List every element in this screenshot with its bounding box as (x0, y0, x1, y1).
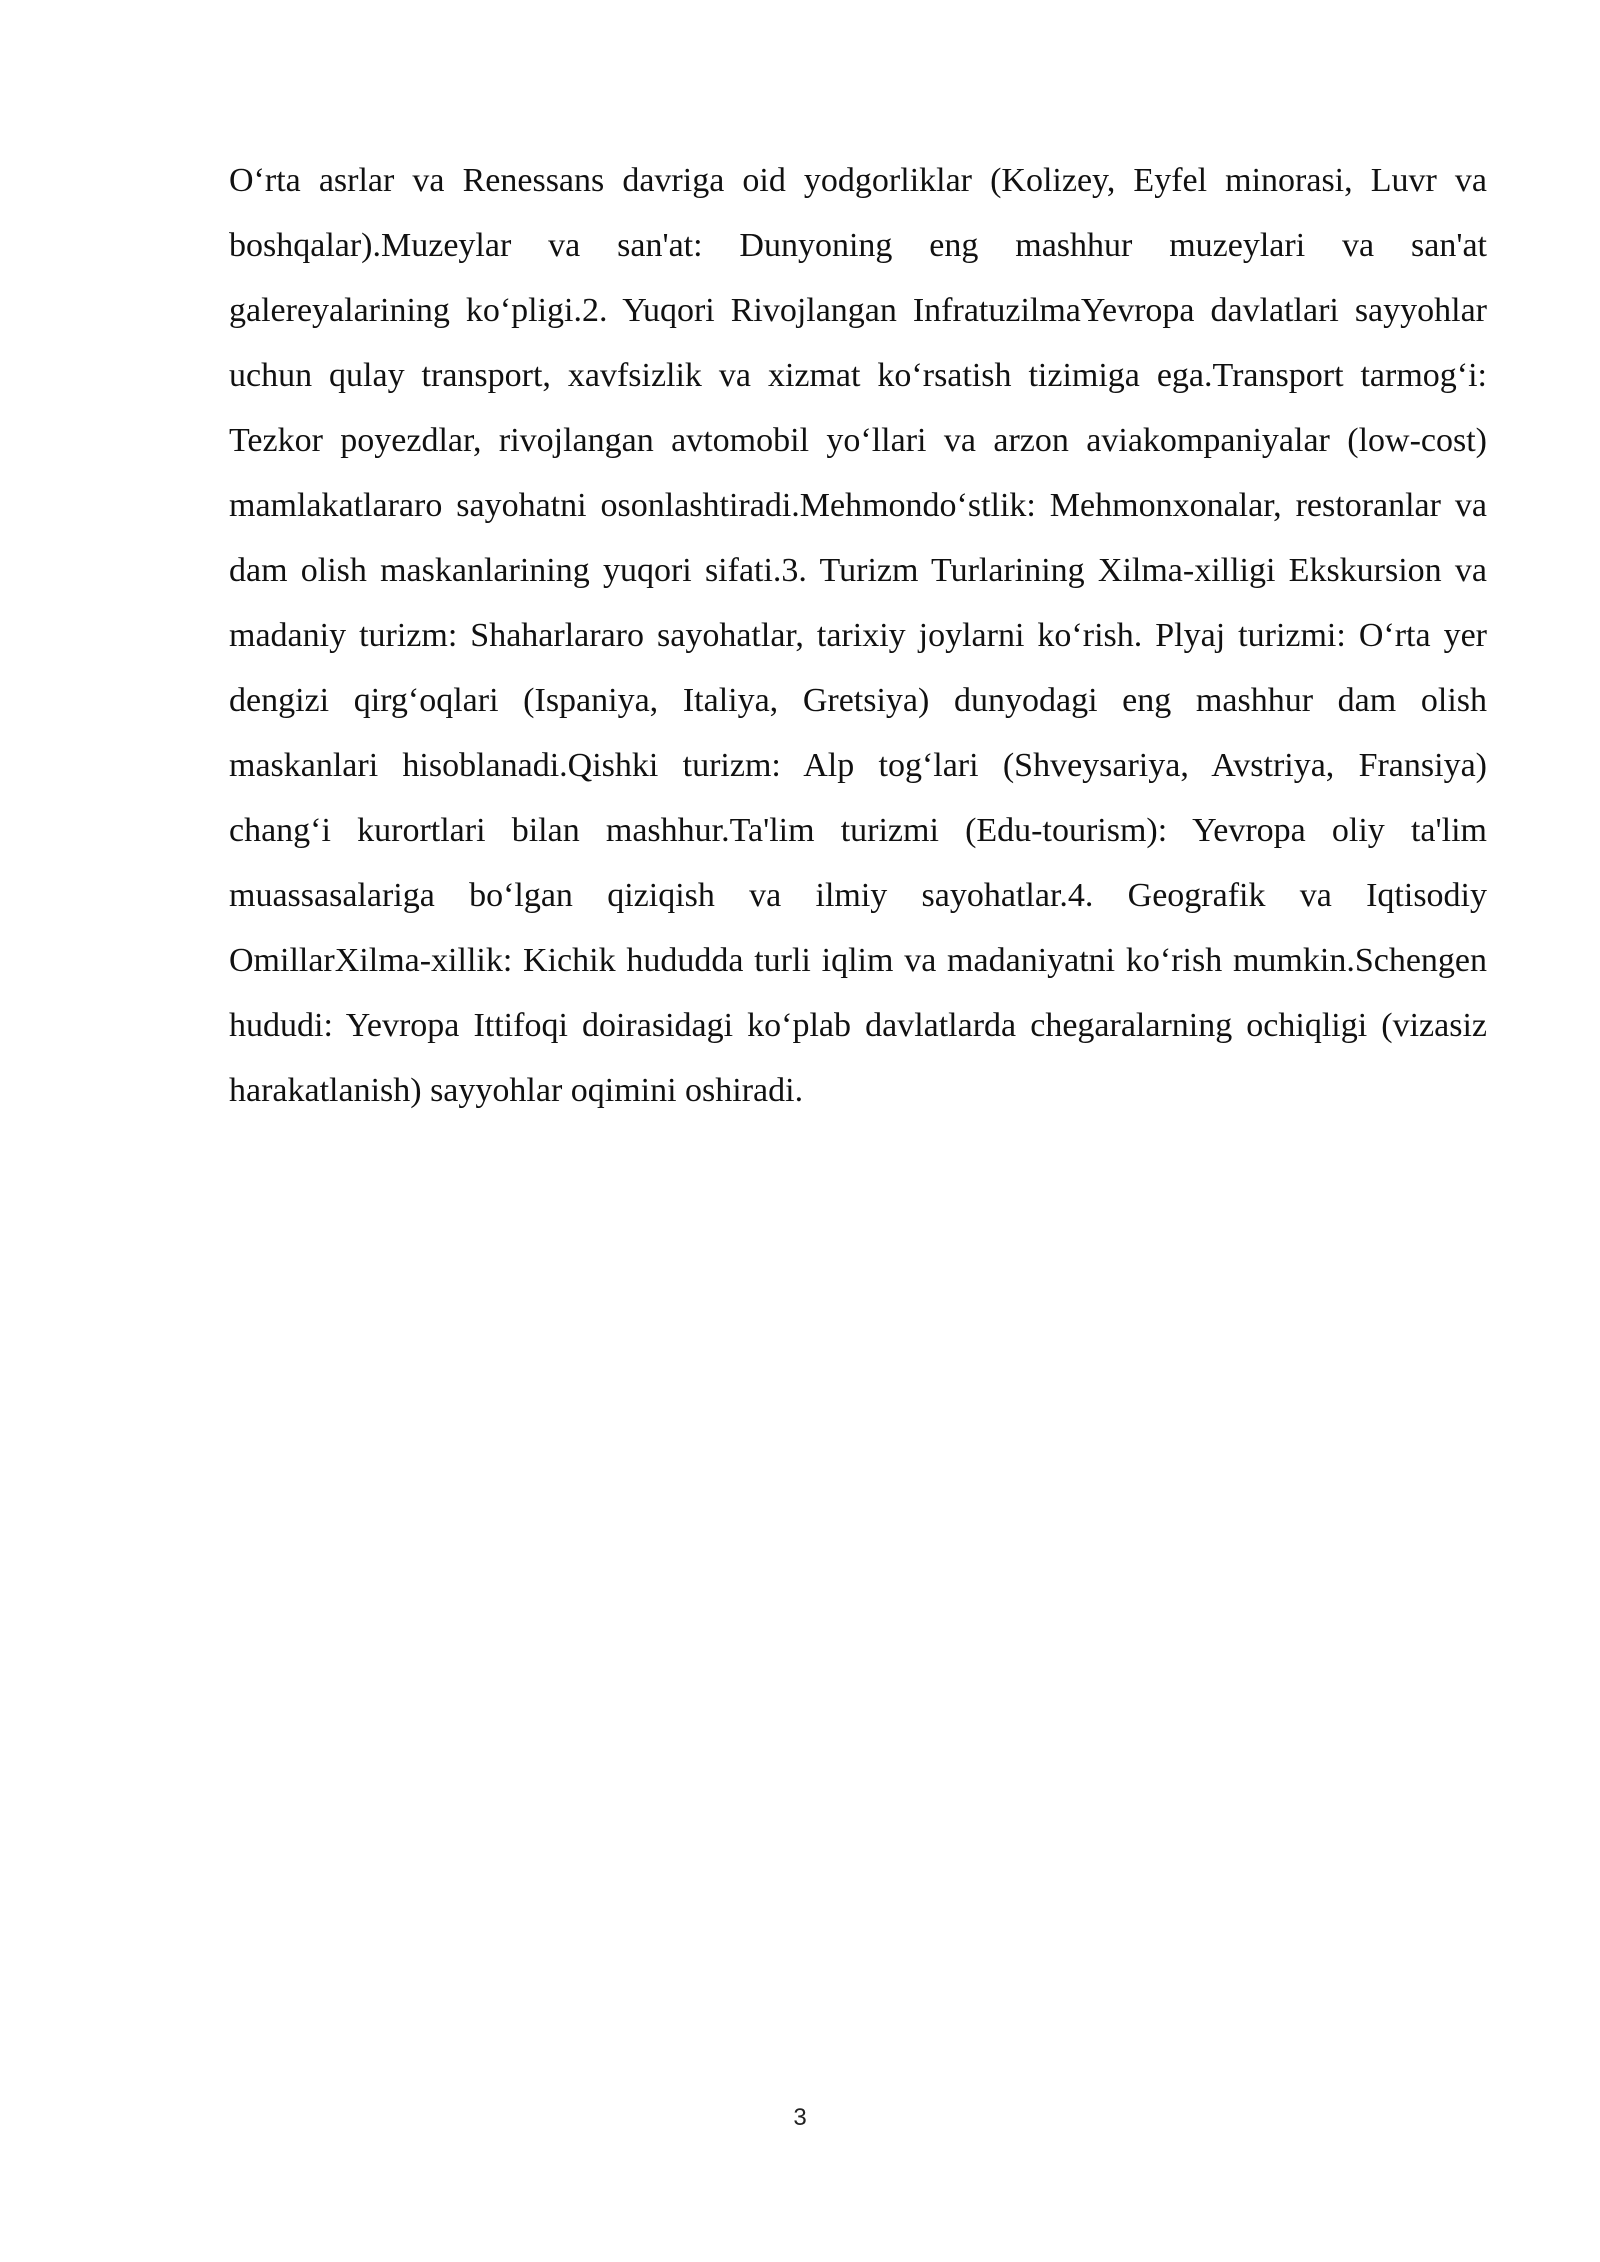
page-number: 3 (793, 2104, 807, 2131)
body-paragraph: O‘rta asrlar va Renessans davriga oid yodgorliklar (Kolizey, Eyfel minorasi, Luvr va boshqalar).Muzeylar va san'at: Dunyoning eng mashhur muzeylari va san'at galereyalarining ko‘pligi.2. Yuqori Rivojlangan InfratuzilmaYevropa davlatlari sayyohlar uchun qulay transport, xavfsizlik va xizmat ko‘rsatish tizimiga ega.Transport tarmog‘i: Tezkor poyezdlar, rivojlangan avtomobil yo‘llari va arzon aviakompaniyalar (low-cost) mamlakatlararo sayohatni osonlashtiradi.Mehmondo‘stlik: Mehmonxonalar, restoranlar va dam olish maskanlarining yuqori sifati.3. Turizm Turlarining Xilma-xilligi Ekskursion va madaniy turizm: Shaharlararo sayohatlar, tarixiy joylarni ko‘rish. Plyaj turizmi: O‘rta yer dengizi qirg‘oqlari (Ispaniya, Italiya, Gretsiya) dunyodagi eng mashhur dam olish maskanlari hisoblanadi.Qishki turizm: Alp tog‘lari (Shveysariya, Avstriya, Fransiya) chang‘i kurortlari bilan mashhur.Ta'lim turizmi (Edu-tourism): Yevropa oliy ta'lim muassasalariga bo‘lgan qiziqish va ilmiy sayohatlar.4. Geografik va Iqtisodiy OmillarXilma-xillik: Kichik hududda turli iqlim va madaniyatni ko‘rish mumkin.Schengen hududi: Yevropa Ittifoqi doirasidagi ko‘plab davlatlarda chegaralarning ochiqligi (vizasiz harakatlanish) sayyohlar oqimini oshiradi. (229, 162, 1487, 1109)
